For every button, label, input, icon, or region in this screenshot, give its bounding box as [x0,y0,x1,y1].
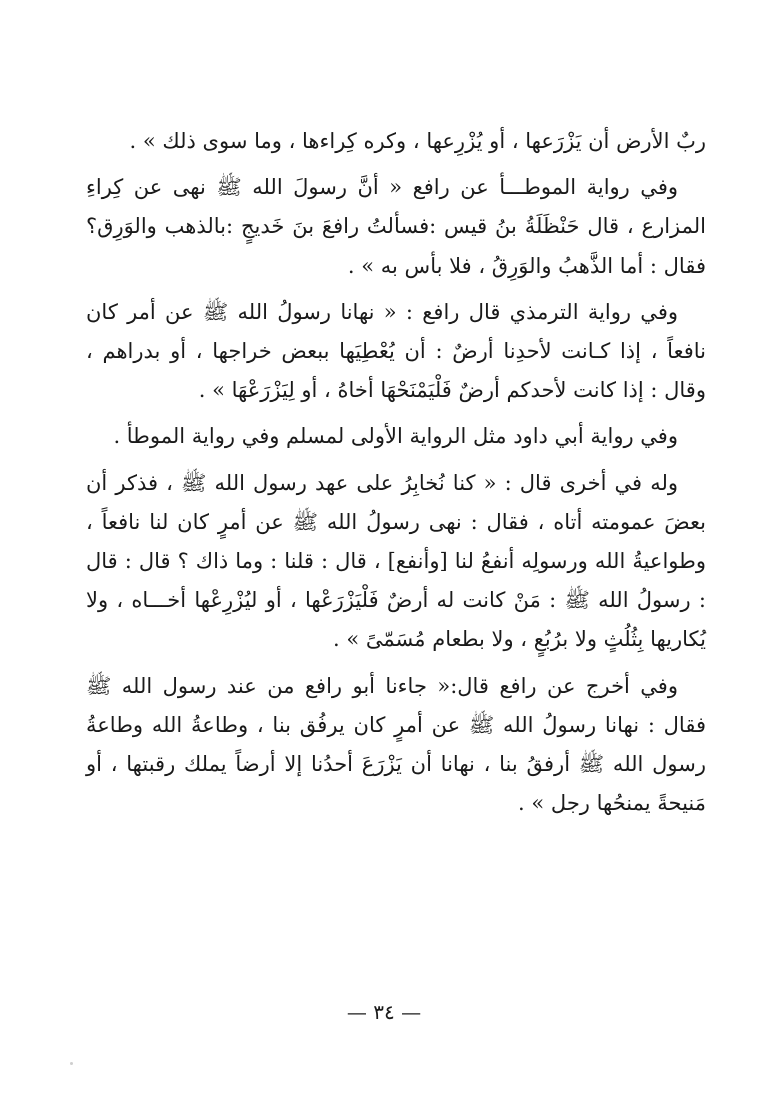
paragraph-3: وفي رواية الترمذي قال رافع : « نهانا رسولُ الله ﷺ عن أمر كان نافعاً ، إذا كـانت لأحدِنا أرضٌ : أن يُعْطِيَها ببعض خراجها ، أو بدراهم ، وقال : إذا كانت لأحدكم أرضٌ فَلْيَمْنَحْهَا أخاهُ ، أو لِيَزْرَعْهَا » . [86,299,706,403]
body-text [86,122,706,823]
paragraph-1: ربٌ الأرض أن يَزْرَعها ، أو يُزْرِعها ، وكره كِراءها ، وما سوى ذلك » . [129,129,706,153]
paragraph-2: وفي رواية الموطـــأ عن رافع « أنَّ رسولَ الله ﷺ نهى عن كِراءِ المزارع ، قال حَنْظَلَةُ بنُ قيس :فسألتُ رافعَ بنَ خَديجٍ :بالذهب والوَرِق؟ فقال : أما الذَّهبُ والوَرِقُ ، فلا بأس به » . [86,175,706,278]
paragraph-6: وفي أخرج عن رافع قال:« جاءنا أبو رافع من عند رسول الله ﷺ فقال : نهانا رسولُ الله ﷺ عن أمرٍ كان يرفُق بنا ، وطاعةُ الله وطاعةُ رسول الله ﷺ أرفقُ بنا ، نهانا أن يَزْرَعَ أحدُنا إلا أرضاً يملك رقبتها ، أو مَنيحةً يمنحُها رجل » . [86,673,706,816]
paragraph-5: وله في أخرى قال : « كنا نُخابِرُ على عهد رسول الله ﷺ ، فذكر أن بعضَ عمومته أتاه ، فقال : نهى رسولُ الله ﷺ عن أمرٍ كان لنا نافعاً ، وطواعيةُ الله ورسولِه أنفعُ لنا [وأنفع] ، قال : قلنا : وما ذاك ؟ قال : قال : رسولُ الله ﷺ : مَنْ كانت له أرضٌ فَلْيَزْرَعْها ، أو ليُزْرِعْها أخـــاه ، ولا يُكاريها بِثُلُثٍ ولا برُبُعٍ ، ولا بطعام مُسَمّىً » . [86,470,706,652]
scan-speck [70,1062,73,1065]
page-number: — ٣٤ — [346,1000,422,1024]
paragraph-4: وفي رواية أبي داود مثل الرواية الأولى لمسلم وفي رواية الموطأ . [113,424,678,449]
